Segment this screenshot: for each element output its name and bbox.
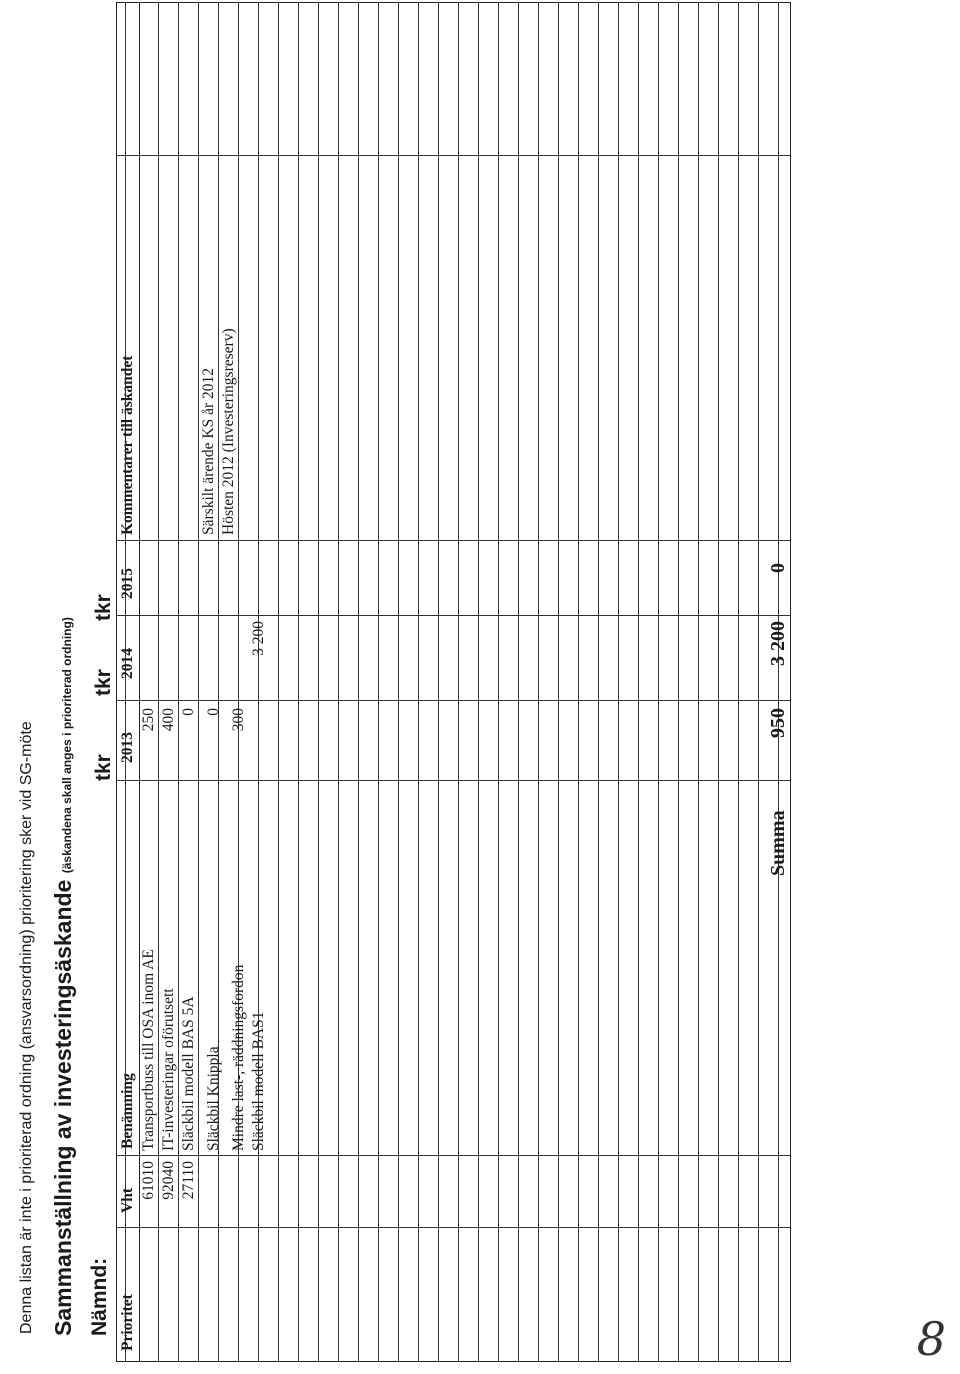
header-rule [139, 3, 140, 1361]
title-sub: (äskandena skall anges i prioriterad ordning) [60, 617, 74, 874]
col-divider [117, 155, 790, 156]
col-divider [117, 1155, 790, 1156]
col-divider [117, 615, 790, 616]
unit-2015: tkr [92, 594, 115, 621]
row4-2013: 0 [205, 708, 222, 716]
row1-2013: 250 [140, 708, 157, 732]
investment-table [116, 2, 791, 1362]
col-divider [117, 1227, 790, 1228]
col-header-2014: 2014 [119, 648, 136, 679]
row3-vht: 27110 [180, 1161, 197, 1200]
summa-2015: 0 [767, 563, 789, 573]
row1-benamning: Transportbuss till OSA inom AE [140, 949, 157, 1151]
row2-vht: 92040 [160, 1161, 177, 1200]
row1-vht: 61010 [140, 1161, 157, 1200]
col-header-prioritet: Prioritet [119, 1294, 136, 1351]
col-divider [117, 540, 790, 541]
namnd-label: Nämnd: [88, 1257, 111, 1336]
row6-benamning: Släckbil modell BAS1 [250, 1011, 267, 1151]
row3-kommentar: Särskilt ärende KS år 2012 [200, 367, 217, 535]
priority-note: Denna listan är inte i prioriterad ordning (ansvarsordning) prioritering sker vid SG-möte [18, 721, 35, 1334]
col-divider [117, 780, 790, 781]
col-header-benamning: Benämning [119, 1073, 136, 1149]
unit-2013: tkr [92, 754, 115, 781]
row3-benamning: Släckbil modell BAS 5A [180, 996, 197, 1151]
summa-label: Summa [767, 810, 789, 876]
page-title [50, 617, 77, 1336]
row5-2013: 300 [230, 708, 247, 732]
handwritten-page-number: 8 [916, 1312, 946, 1366]
summa-2013: 950 [767, 708, 789, 738]
row5-benamning: Mindre last-, räddningsfordon [230, 964, 247, 1151]
row6-2014: 3 200 [250, 621, 267, 656]
col-header-2015: 2015 [119, 568, 136, 599]
row2-benamning: IT-investeringar oförutsett [160, 988, 177, 1151]
title-main: Sammanställning av investeringsäskande [50, 879, 76, 1336]
col-header-vht: Vht [119, 1188, 136, 1213]
row4-kommentar: Hösten 2012 (Investeringsreserv) [220, 328, 237, 535]
row3-2013: 0 [180, 708, 197, 716]
col-divider [117, 700, 790, 701]
col-header-2013: 2013 [119, 732, 136, 763]
row2-2013: 400 [160, 708, 177, 732]
col-header-kommentar: Kommentarer till äskandet [119, 355, 136, 535]
summa-2014: 3 200 [767, 621, 789, 666]
unit-2014: tkr [92, 669, 115, 696]
row4-benamning: Släckbil Knippla [205, 1046, 222, 1151]
